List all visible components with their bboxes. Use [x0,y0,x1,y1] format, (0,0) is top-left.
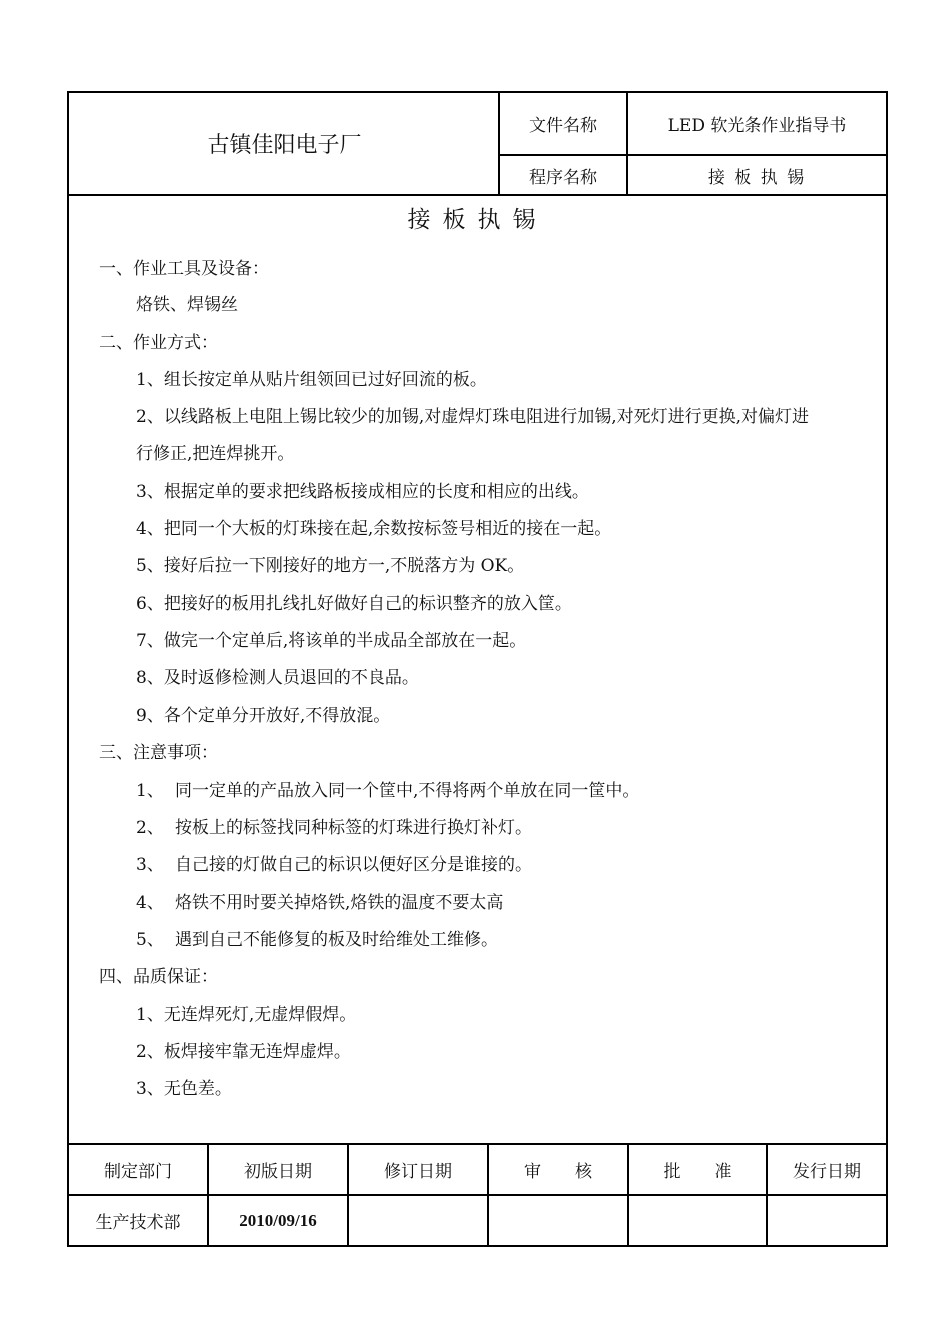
footer-value-approve [629,1196,766,1245]
method-item: 7、做完一个定单后,将该单的半成品全部放在一起。 [136,631,527,651]
method-item: 1、组长按定单从贴片组领回已过好回流的板。 [136,370,487,390]
note-text: 按板上的标签找同种标签的灯珠进行换灯补灯。 [175,818,532,838]
note-number: 5、 [136,930,164,950]
footer-header-revision-date: 修订日期 [384,1162,452,1182]
footer-value-revision-date [349,1196,487,1245]
procedure-value: 接 板 执 锡 [707,167,807,188]
section-heading-notes: 三、注意事项： [99,743,218,763]
quality-item: 2、板焊接牢靠无连焊虚焊。 [136,1042,351,1062]
tools-content: 烙铁、焊锡丝 [136,295,238,315]
footer-value-review [489,1196,627,1245]
method-item: 5、接好后拉一下刚接好的地方一,不脱落方为 OK。 [136,556,525,576]
footer-value-department: 生产技术部 [95,1213,181,1233]
document-title: 接板执锡 [407,207,548,233]
footer-header-issue-date: 发行日期 [793,1162,861,1182]
document-frame [67,91,888,1247]
footer-header-review: 审 核 [524,1162,592,1182]
footer-value-first-date: 2010/09/16 [239,1210,317,1230]
method-item-continued: 行修正,把连焊挑开。 [136,444,295,464]
footer-header-department: 制定部门 [104,1162,172,1182]
header-bottom-line [69,194,886,196]
method-item: 3、根据定单的要求把线路板接成相应的长度和相应的出线。 [136,482,589,502]
quality-item: 3、无色差。 [136,1079,232,1099]
method-item: 8、及时返修检测人员退回的不良品。 [136,668,419,688]
note-number: 2、 [136,818,164,838]
file-name-value: LED 软光条作业指导书 [667,116,847,136]
section-heading-method: 二、作业方式： [99,333,218,353]
section-heading-tools: 一、作业工具及设备： [99,259,269,279]
method-item: 9、各个定单分开放好,不得放混。 [136,706,391,726]
footer-header-first-date: 初版日期 [244,1162,312,1182]
footer-value-issue-date [768,1196,886,1245]
note-text: 同一定单的产品放入同一个筐中,不得将两个单放在同一筐中。 [175,781,640,801]
method-item: 6、把接好的板用扎线扎好做好自己的标识整齐的放入筐。 [136,594,572,614]
company-name: 古镇佳阳电子厂 [207,133,362,158]
note-text: 遇到自己不能修复的板及时给维处工维修。 [175,930,498,950]
note-text: 自己接的灯做自己的标识以便好区分是谁接的。 [175,855,532,875]
procedure-label: 程序名称 [529,167,597,188]
quality-item: 1、无连焊死灯,无虚焊假焊。 [136,1005,357,1025]
note-text: 烙铁不用时要关掉烙铁,烙铁的温度不要太高 [175,893,504,913]
file-name-label: 文件名称 [529,116,597,136]
footer-header-approve: 批 准 [663,1162,732,1182]
note-number: 4、 [136,893,164,913]
note-number: 3、 [136,855,164,875]
method-item: 2、以线路板上电阻上锡比较少的加锡,对虚焊灯珠电阻进行加锡,对死灯进行更换,对偏灯进 [136,407,810,427]
section-heading-quality: 四、品质保证： [99,967,218,987]
method-item: 4、把同一个大板的灯珠接在起,余数按标签号相近的接在一起。 [136,519,612,539]
note-number: 1、 [136,781,164,801]
